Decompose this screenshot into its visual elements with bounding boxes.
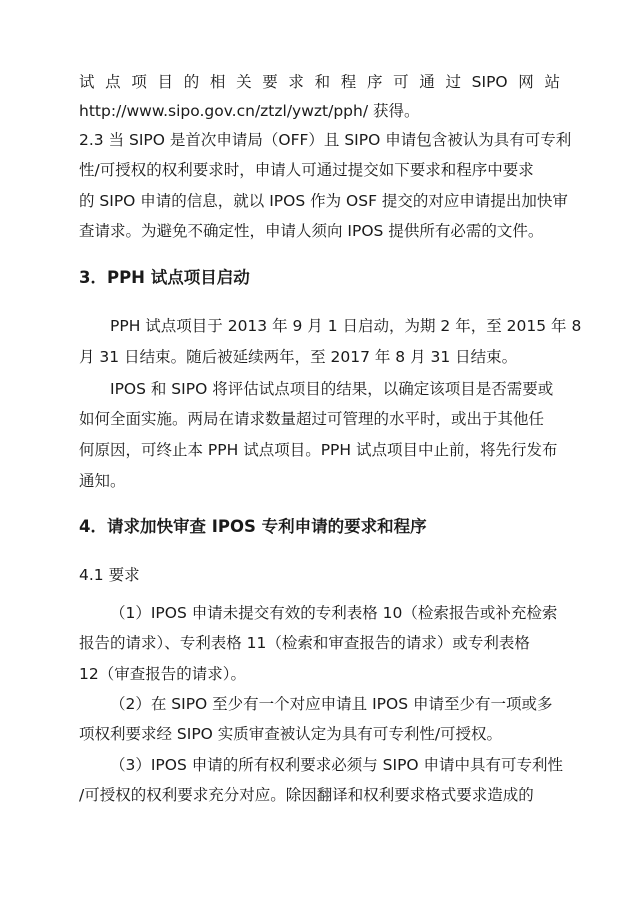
requirement-1-line: 报告的请求）、专利表格 11（检索和审查报告的请求）或专利表格 [79, 634, 530, 652]
paragraph-line: 月 31 日结束。随后被延续两年，至 2017 年 8 月 31 日结束。 [79, 348, 518, 366]
requirement-3-line: （3）IPOS 申请的所有权利要求必须与 SIPO 申请中具有可专利性 [110, 756, 564, 774]
paragraph-line: 性/可授权的权利要求时，申请人可通过提交如下要求和程序中要求 [79, 161, 534, 179]
requirement-2-line: （2）在 SIPO 至少有一个对应申请且 IPOS 申请至少有一项或多 [110, 695, 553, 713]
requirement-1-line: （1）IPOS 申请未提交有效的专利表格 10（检索报告或补充检索 [110, 604, 558, 622]
paragraph-line: 何原因，可终止本 PPH 试点项目。PPH 试点项目中止前，将先行发布 [79, 441, 558, 459]
paragraph-line: 如何全面实施。两局在请求数量超过可管理的水平时，或出于其他任 [79, 410, 545, 428]
requirement-1-line: 12（审查报告的请求）。 [79, 665, 246, 683]
paragraph-line: 通知。 [79, 472, 126, 490]
section-4-heading: 4．请求加快审查 IPOS 专利申请的要求和程序 [79, 517, 427, 536]
section-2-3-line: 2.3 当 SIPO 是首次申请局（OFF）且 SIPO 申请包含被认为具有可专利 [79, 131, 572, 149]
paragraph-line: 查请求。为避免不确定性，申请人须向 IPOS 提供所有必需的文件。 [79, 222, 544, 240]
paragraph-line: PPH 试点项目于 2013 年 9 月 1 日启动，为期 2 年，至 2015 年 8 [110, 317, 582, 335]
section-3-heading: 3．PPH 试点项目启动 [79, 268, 250, 287]
subsection-4-1-heading: 4.1 要求 [79, 566, 140, 584]
paragraph-line: 的 SIPO 申请的信息，就以 IPOS 作为 OSF 提交的对应申请提出加快审 [79, 192, 568, 210]
paragraph-line: IPOS 和 SIPO 将评估试点项目的结果，以确定该项目是否需要或 [110, 380, 554, 398]
url-line: http://www.sipo.gov.cn/ztzl/ywzt/pph/ 获得。 [79, 102, 420, 120]
paragraph-line: 试点项目的相关要求和程序可通过SIPO网站 [79, 73, 560, 91]
requirement-3-line: /可授权的权利要求充分对应。除因翻译和权利要求格式要求造成的 [79, 786, 534, 804]
requirement-2-line: 项权利要求经 SIPO 实质审查被认定为具有可专利性/可授权。 [79, 725, 503, 743]
